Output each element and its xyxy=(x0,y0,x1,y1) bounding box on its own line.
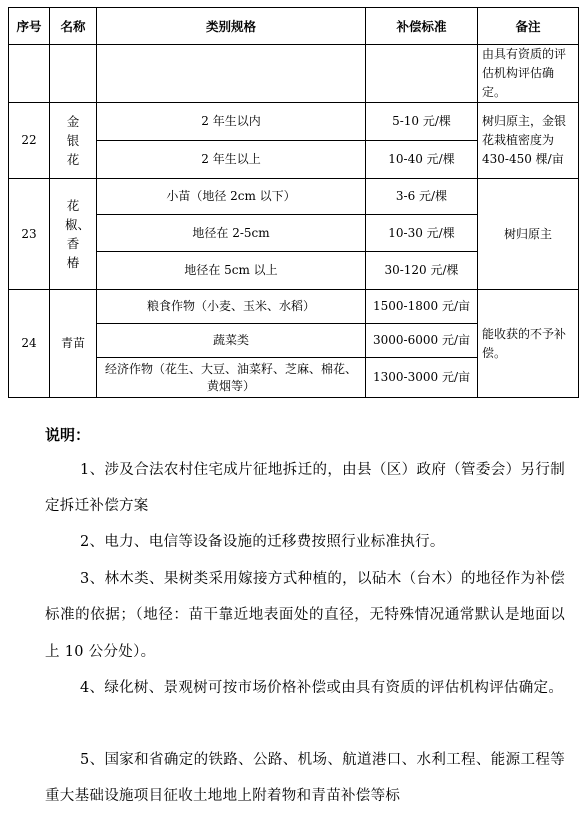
header-standard: 补偿标准 xyxy=(366,8,478,45)
table-row xyxy=(9,290,579,324)
cell-name xyxy=(50,103,97,179)
cell-no: 22 xyxy=(9,103,50,179)
cell-spec: 2 年生以上 xyxy=(97,141,366,179)
header-spec: 类别规格 xyxy=(97,8,366,45)
cell-note: 树归原主，金银花栽植密度为 430-450 棵/亩 xyxy=(478,103,579,179)
cell-standard: 1500-1800 元/亩 xyxy=(366,290,478,324)
cell-name: 青苗 xyxy=(50,290,97,398)
compensation-table xyxy=(8,7,579,398)
table-row xyxy=(9,179,579,215)
cell-spec: 蔬菜类 xyxy=(97,324,366,358)
explanation-item-3: 3、林木类、果树类采用嫁接方式种植的，以砧木（台木）的地径作为补偿标准的依据；（地径：苗干靠近地表面处的直径，无特殊情况通常默认是地面以上 10 公分处）。 xyxy=(45,571,565,660)
item-name: 金银花 xyxy=(66,114,80,167)
cell-spec: 地径在 2-5cm xyxy=(97,215,366,252)
header-note: 备注 xyxy=(478,8,579,45)
cell-spec: 小苗（地径 2cm 以下） xyxy=(97,179,366,215)
header-no: 序号 xyxy=(9,8,50,45)
cell-note: 由具有资质的评估机构评估确定。 xyxy=(478,45,579,103)
cell-standard: 10-30 元/棵 xyxy=(366,215,478,252)
cell-standard: 3000-6000 元/亩 xyxy=(366,324,478,358)
cell-note: 树归原主 xyxy=(478,179,579,290)
header-name: 名称 xyxy=(50,8,97,45)
table-row xyxy=(9,103,579,141)
cell-standard: 3-6 元/棵 xyxy=(366,179,478,215)
explanation-title: 说明： xyxy=(45,426,91,444)
cell-spec: 地径在 5cm 以上 xyxy=(97,252,366,290)
cell-empty xyxy=(97,45,366,103)
cell-standard: 30-120 元/棵 xyxy=(366,252,478,290)
item-name: 花椒、香椿 xyxy=(65,198,91,270)
cell-standard: 1300-3000 元/亩 xyxy=(366,358,478,398)
table-header-row xyxy=(9,8,579,45)
cell-no: 23 xyxy=(9,179,50,290)
cell-spec: 经济作物（花生、大豆、油菜籽、芝麻、棉花、黄烟等） xyxy=(97,358,366,398)
cell-empty xyxy=(9,45,50,103)
table-row xyxy=(9,45,579,103)
cell-no: 24 xyxy=(9,290,50,398)
cell-spec: 粮食作物（小麦、玉米、水稻） xyxy=(97,290,366,324)
cell-standard: 5-10 元/棵 xyxy=(366,103,478,141)
cell-spec: 2 年生以内 xyxy=(97,103,366,141)
cell-empty xyxy=(366,45,478,103)
explanation-item-4: 4、绿化树、景观树可按市场价格补偿或由具有资质的评估机构评估确定。 xyxy=(80,680,564,696)
cell-standard: 10-40 元/棵 xyxy=(366,141,478,179)
cell-name xyxy=(50,179,97,290)
explanation-item-1: 1、涉及合法农村住宅成片征地拆迁的，由县（区）政府（管委会）另行制定拆迁补偿方案 xyxy=(45,462,565,515)
cell-empty xyxy=(50,45,97,103)
explanation-item-5: 5、国家和省确定的铁路、公路、机场、航道港口、水利工程、能源工程等重大基础设施项目征收土地地上附着物和青苗补偿等标 xyxy=(45,752,565,805)
explanation-item-2: 2、电力、电信等设备设施的迁移费按照行业标准执行。 xyxy=(80,534,445,550)
cell-note: 能收获的不予补偿。 xyxy=(478,290,579,398)
